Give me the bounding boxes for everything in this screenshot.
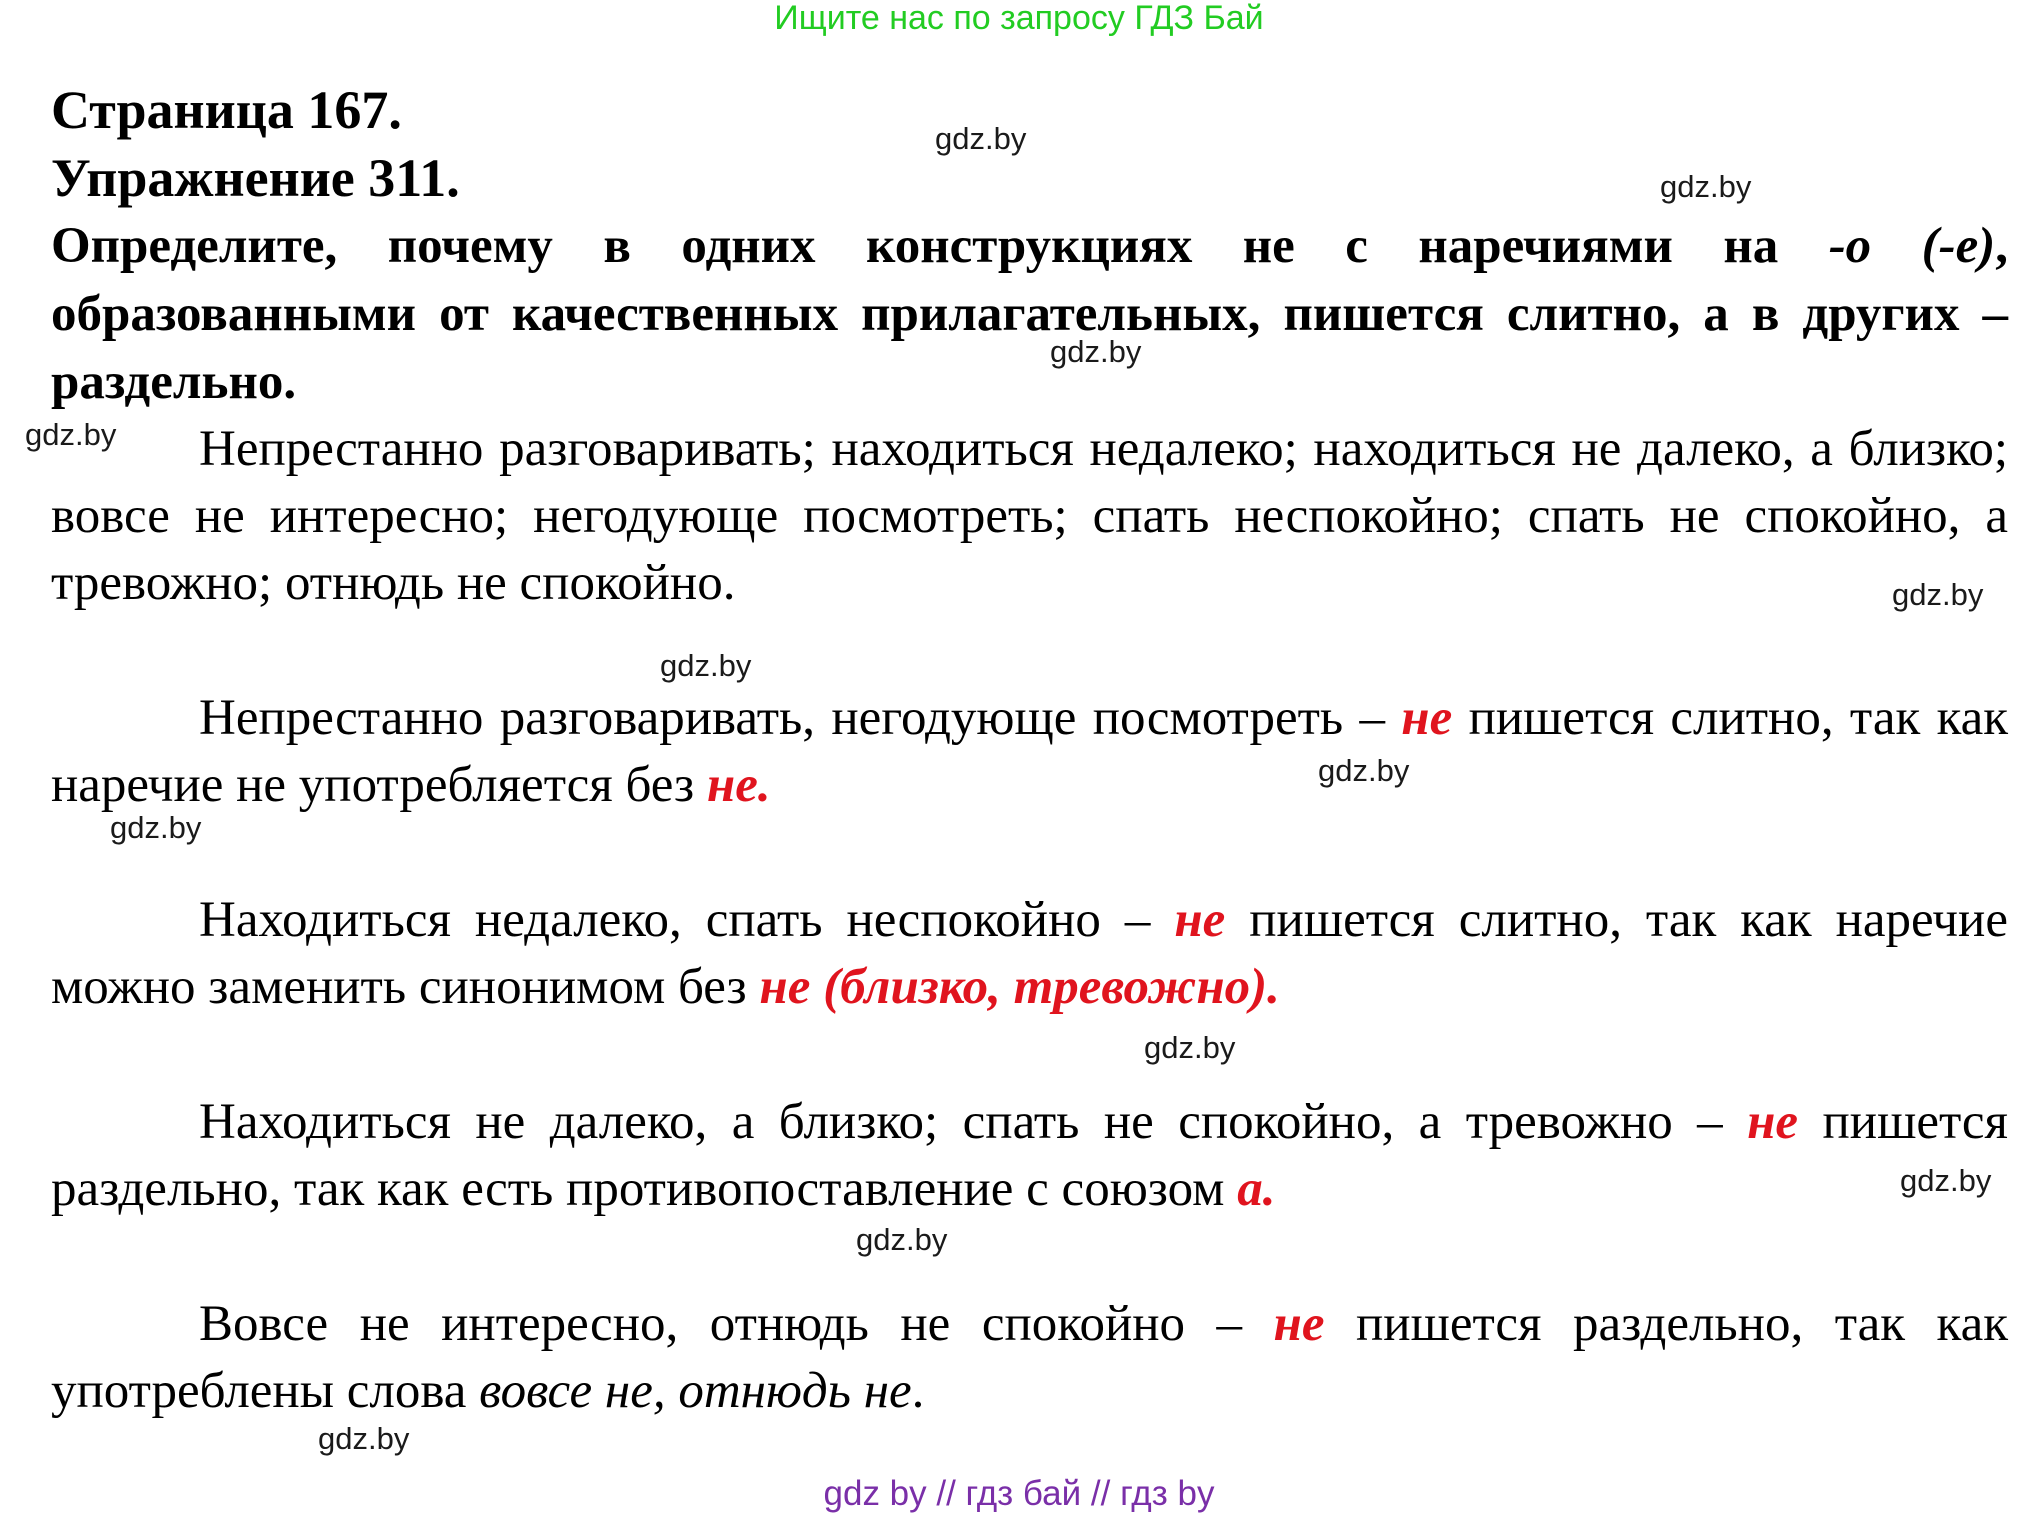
watermark: gdz.by bbox=[318, 1421, 410, 1456]
answer-text: . bbox=[911, 1363, 925, 1419]
watermark: gdz.by bbox=[660, 648, 752, 683]
watermark: gdz.by bbox=[25, 417, 117, 452]
highlight-ne: не bbox=[1273, 1296, 1325, 1352]
highlight-ne: не bbox=[1401, 690, 1453, 746]
watermark: gdz.by bbox=[110, 810, 202, 845]
task-suffix: -о (-е) bbox=[1828, 218, 1996, 274]
highlight-ne: не bbox=[1747, 1094, 1799, 1150]
exercise-content bbox=[51, 76, 2008, 1425]
watermark: gdz.by bbox=[856, 1222, 948, 1257]
answer-text: Находиться не далеко, а близко; спать не спокойно, а тревожно – bbox=[199, 1094, 1748, 1150]
watermark: gdz.by bbox=[1892, 577, 1984, 612]
answer-text: пишется раздельно, так как употреблены слова bbox=[51, 1296, 2008, 1419]
highlight-ne: не. bbox=[706, 757, 771, 813]
examples-paragraph: Непрестанно разговаривать; находиться недалеко; находиться не далеко, а близко; вовсе не интересно; негодующе посмотреть; спать неспокойно; спать не спокойно, а тревожно; отнюдь не спокойно. bbox=[51, 421, 2008, 611]
watermark: gdz.by bbox=[1144, 1030, 1236, 1065]
answer-paragraph-1 bbox=[51, 685, 2008, 819]
task-text-start: Определите, почему в одних конструкциях не с наречиями на bbox=[51, 218, 1829, 274]
footer-links: gdz by // гдз бай // гдз by bbox=[823, 1474, 1215, 1513]
exercise-title: Упражнение 311. bbox=[51, 148, 460, 208]
task-text-end: , образованными от качественных прилагательных, пишется слитно, а в других – раздельно. bbox=[51, 218, 2008, 410]
answer-text: Непрестанно разговаривать, негодующе посмотреть – bbox=[199, 690, 1402, 746]
highlight-ne: не bbox=[1174, 892, 1226, 948]
answer-paragraph-3 bbox=[51, 1089, 2008, 1223]
answer-text: пишется раздельно, так как есть противопоставление с союзом bbox=[51, 1094, 2008, 1217]
watermark: gdz.by bbox=[1660, 169, 1752, 204]
watermark: gdz.by bbox=[1050, 334, 1142, 369]
answer-text: Находиться недалеко, спать неспокойно – bbox=[199, 892, 1175, 948]
answer-text: пишется слитно, так как наречие можно заменить синонимом без bbox=[51, 892, 2008, 1015]
answer-paragraph-2 bbox=[51, 887, 2008, 1021]
search-hint-banner: Ищите нас по запросу ГДЗ Бай bbox=[774, 0, 1264, 37]
highlight-conjunction: а. bbox=[1237, 1161, 1276, 1217]
watermark: gdz.by bbox=[1318, 753, 1410, 788]
watermark: gdz.by bbox=[935, 121, 1027, 156]
watermark: gdz.by bbox=[1900, 1163, 1992, 1198]
answer-paragraph-4 bbox=[51, 1291, 2008, 1425]
answer-text: пишется слитно, так как наречие не употребляется без bbox=[51, 690, 2008, 813]
answer-text: Вовсе не интересно, отнюдь не спокойно – bbox=[199, 1296, 1274, 1352]
italic-words: вовсе не, отнюдь не bbox=[479, 1363, 912, 1419]
highlight-synonyms: не (близко, тревожно). bbox=[759, 959, 1280, 1015]
page-title: Страница 167. bbox=[51, 80, 402, 140]
task-statement bbox=[51, 212, 2008, 416]
